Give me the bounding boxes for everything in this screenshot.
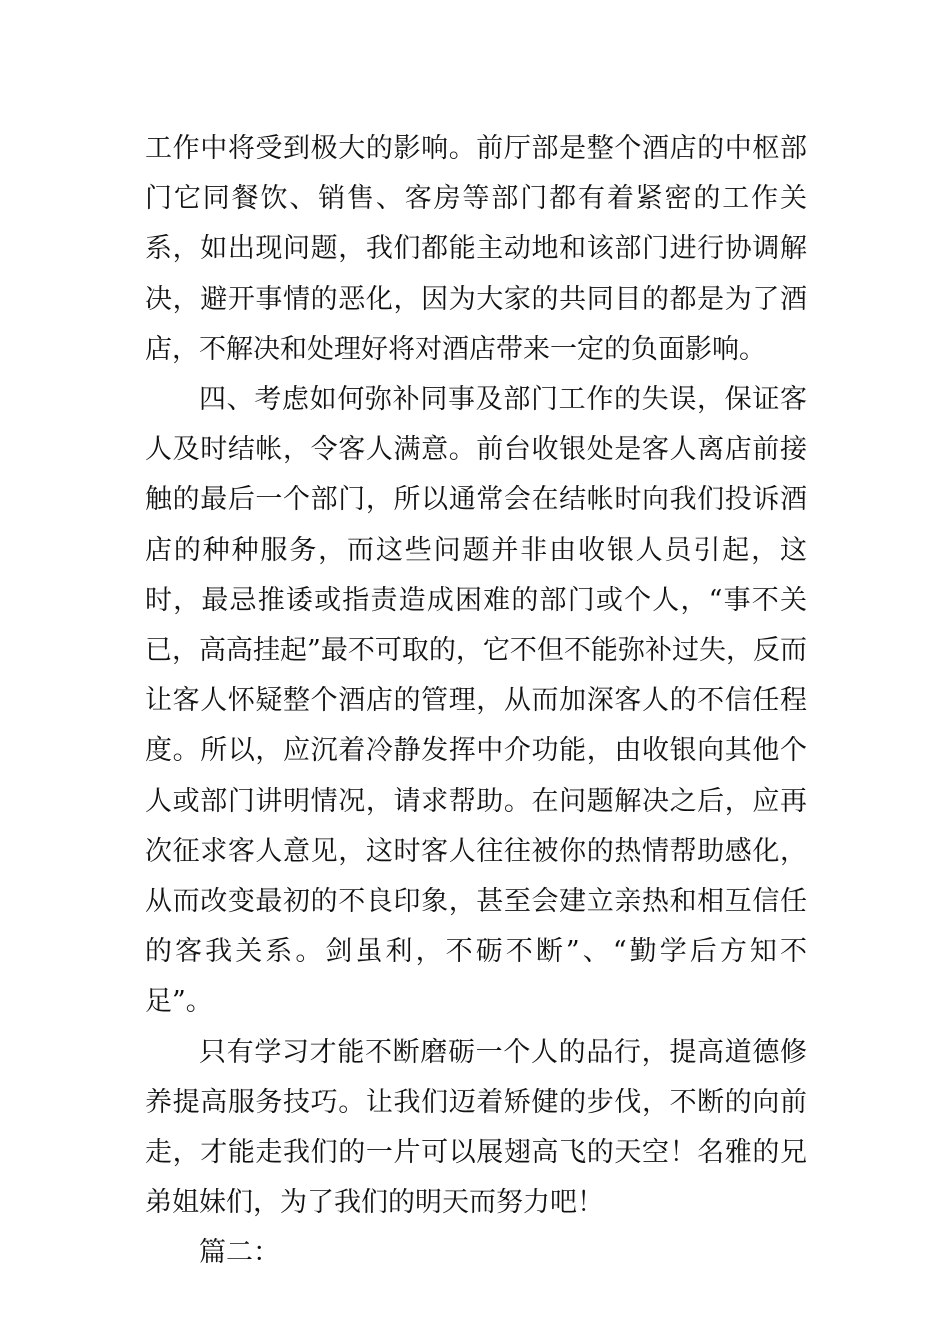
document-body xyxy=(145,124,807,1279)
paragraph-section-four: 四、考虑如何弥补同事及部门工作的失误，保证客人及时结帐，令客人满意。前台收银处是客人离店前接触的最后一个部门，所以通常会在结帐时向我们投诉酒店的种种服务，而这些问题并非由收银人员引起，这时，最忌推诿或指责造成困难的部门或个人，“事不关已，高高挂起”最不可取的，它不但不能弥补过失，反而让客人怀疑整个酒店的管理，从而加深客人的不信任程度。所以，应沉着冷静发挥中介功能，由收银向其他个人或部门讲明情况，请求帮助。在问题解决之后，应再次征求客人意见，这时客人往往被你的热情帮助感化，从而改变最初的不良印象，甚至会建立亲热和相互信任的客我关系。剑虽利，不砺不断”、“勤学后方知不足”。 xyxy=(145,384,807,1018)
paragraph-continuation: 工作中将受到极大的影响。前厅部是整个酒店的中枢部门它同餐饮、销售、客房等部门都有着紧密的工作关系，如出现问题，我们都能主动地和该部门进行协调解决，避开事情的恶化，因为大家的共同目的都是为了酒店，不解决和处理好将对酒店带来一定的负面影响。 xyxy=(145,133,807,365)
section-heading-part-two: 篇二： xyxy=(199,1237,280,1269)
paragraph-closing: 只有学习才能不断磨砺一个人的品行，提高道德修养提高服务技巧。让我们迈着矫健的步伐，不断的向前走，才能走我们的一片可以展翅高飞的天空！名雅的兄弟姐妹们，为了我们的明天而努力吧！ xyxy=(145,1036,807,1219)
